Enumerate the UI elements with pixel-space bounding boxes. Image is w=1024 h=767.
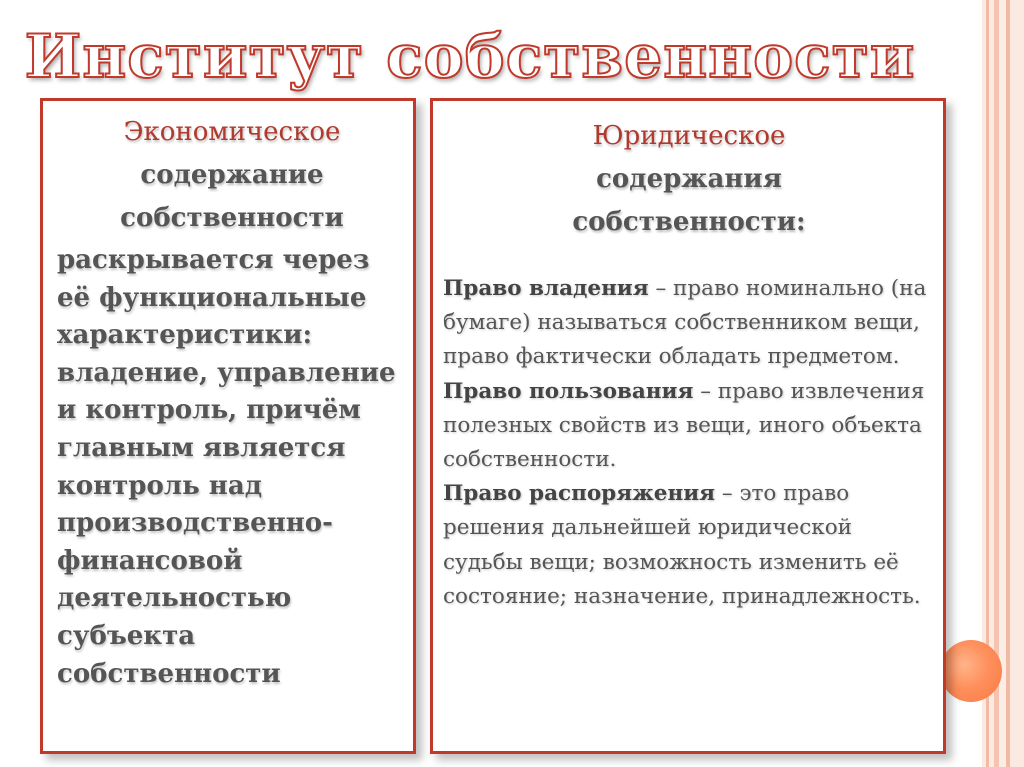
legal-content-box [430, 98, 946, 754]
decorative-orb [940, 640, 1002, 702]
right-use-text: – право извлечения полезных свойств из вещи, иного объекта собственности. [443, 378, 925, 473]
economic-heading-line-2: содержание [140, 160, 324, 190]
economic-heading-line-1: Экономическое [123, 117, 341, 147]
right-disposal-term: Право распоряжения [443, 481, 716, 507]
right-use [443, 375, 935, 478]
right-disposal [443, 477, 935, 614]
economic-heading-line-3: собственности [120, 203, 344, 233]
legal-heading-line-1: Юридическое [592, 121, 786, 151]
legal-heading-line-3: собственности: [572, 207, 806, 237]
economic-description: раскрывается через её функциональные характеристики: владение, управление и контроль, причём главным является контроль над производственно-финансовой деятельностью субъекта собственности [57, 245, 396, 689]
right-ownership-term: Право владения [443, 276, 649, 301]
right-ownership [443, 272, 935, 375]
slide-title: Институт собственности [24, 22, 916, 92]
right-disposal-text: – это право решения дальнейшей юридической судьбы вещи; возможность изменить её состояние; назначение, принадлежность. [443, 481, 921, 609]
legal-heading-line-2: содержания [596, 164, 782, 194]
economic-heading [57, 111, 407, 240]
right-use-term: Право пользования [443, 378, 694, 404]
legal-heading [443, 115, 935, 244]
rights-list [443, 272, 935, 614]
right-ownership-text: – право номинально (на бумаге) называться собственником вещи, право фактически обладать предметом. [443, 276, 927, 370]
economic-content-box [40, 98, 416, 754]
